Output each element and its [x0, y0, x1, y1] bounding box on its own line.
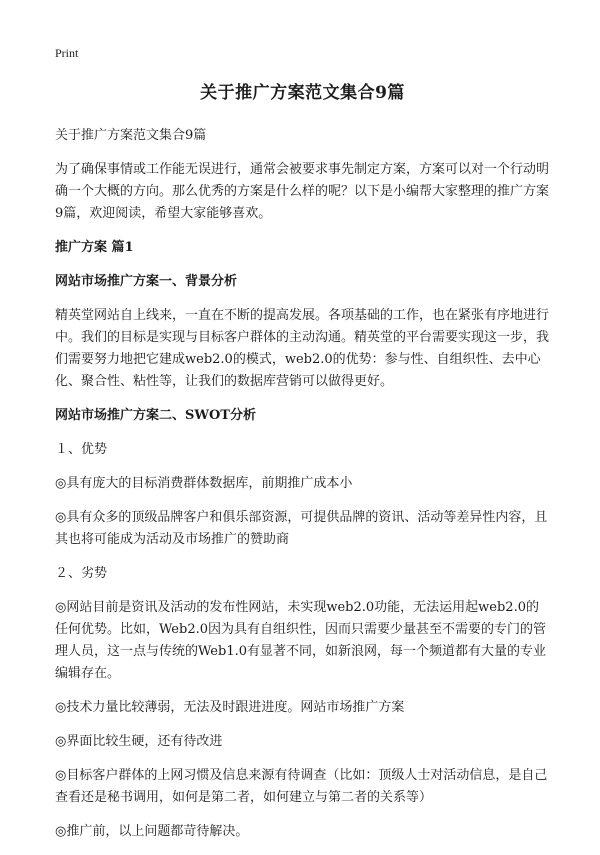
- weakness-item: ◎推广前，以上问题都苛待解决。: [55, 824, 249, 839]
- section-heading: 推广方案 篇1: [55, 240, 134, 255]
- swot-heading: 网站市场推广方案二、SWOT分析: [55, 408, 256, 423]
- weakness-item: ◎界面比较生硬，还有待改进: [55, 734, 223, 749]
- weakness-item: ◎目标客户群体的上网习惯及信息来源有待调查（比如：顶级人士对活动信息，是自己查看还是秘书调用，如何是第二者，如何建立与第二者的关系等）: [55, 768, 548, 805]
- print-link[interactable]: Print: [55, 46, 79, 60]
- background-paragraph: 精英堂网站自上线来，一直在不断的提高发展。各项基础的工作，也在紧张有序地进行中。我们的目标是实现与目标客户群体的主动沟通。精英堂的平台需要实现这一步，我们需要努力地把它建成web2.0的模式，web2.0的优势：参与性、自组织性、去中心化、聚合性、粘性等，让我们的数据库营销可以做得更好。: [55, 308, 550, 389]
- page-title: 关于推广方案范文集合9篇: [200, 83, 405, 103]
- intro-paragraph: 为了确保事情或工作能无误进行，通常会被要求事先制定方案，方案可以对一个行动明确一个大概的方向。那么优秀的方案是什么样的呢？以下是小编帮大家整理的推广方案9篇，欢迎阅读，希望大家能够喜欢。: [55, 162, 550, 221]
- strength-item: ◎具有众多的顶级品牌客户和俱乐部资源，可提供品牌的资讯、活动等差异性内容，且其也将可能成为活动及市场推广的赞助商: [55, 510, 548, 547]
- weakness-item: ◎网站目前是资讯及活动的发布性网站，未实现web2.0功能，无法运用起web2.0的任何优势。比如，Web2.0因为具有自组织性，因而只需要少量甚至不需要的专门的管理人员，这一点与传统的Web1.0有显著不同，如新浪网，每一个频道都有大量的专业编辑存在。: [55, 600, 546, 681]
- background-heading: 网站市场推广方案一、背景分析: [55, 274, 238, 289]
- strengths-label: １、优势: [55, 442, 108, 457]
- document-subtitle: 关于推广方案范文集合9篇: [55, 128, 207, 143]
- weakness-item: ◎技术力量比较薄弱，无法及时跟进进度。网站市场推广方案: [55, 700, 405, 715]
- document-body: [55, 78, 550, 855]
- weaknesses-label: ２、劣势: [55, 566, 108, 581]
- strength-item: ◎具有庞大的目标消费群体数据库，前期推广成本小: [55, 476, 353, 491]
